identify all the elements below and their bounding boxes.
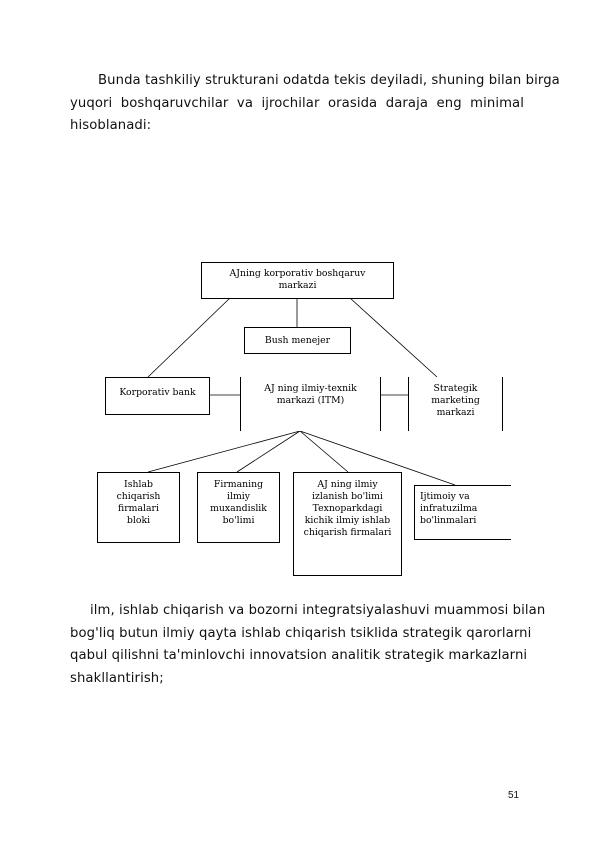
body-line-1: ilm, ishlab chiqarish va bozorni integratsiyalashuvi muammosi bilan <box>90 603 546 618</box>
body-line-4: shakllantirish; <box>70 670 164 686</box>
corporate-governance-center-label: AJning korporativ boshqaruv markazi <box>229 268 366 291</box>
strategic-marketing-center-label: Strategik marketing markazi <box>431 383 480 418</box>
body-line-2: bog'liq butun ilmiy qayta ishlab chiqarish tsiklida strategik qarorlarni <box>70 625 532 641</box>
engineering-department-label: Firmaning ilmiy muxandislik bo'limi <box>210 479 267 526</box>
research-department-label: AJ ning ilmiy izlanish bo'limi Texnoparkdagi kichik ilmiy ishlab chiqarish firmalari <box>303 479 392 538</box>
intro-line-2: yuqori boshqaruvchilar va ijrochilar orasida daraja eng minimal <box>70 95 524 111</box>
production-firms-label: Ishlab chiqarish firmalari bloki <box>116 479 161 526</box>
body-line-3: qabul qilishni ta'minlovchi innovatsion analitik strategik markazlarni <box>70 648 528 663</box>
corporate-bank-label: Korporativ bank <box>119 387 196 398</box>
social-infrastructure-label: Ijtimoiy va infratuzilma bo'linmalari <box>420 491 478 526</box>
strategic-marketing-center-box <box>408 377 503 431</box>
manager-box <box>244 327 351 354</box>
page-number: 51 <box>508 790 520 801</box>
research-department-box <box>293 472 402 576</box>
scientific-technical-center-box <box>240 377 381 431</box>
intro-line-3: hisoblanadi: <box>70 118 152 133</box>
engineering-department-box <box>197 472 280 543</box>
corporate-governance-center-box <box>201 262 394 299</box>
scientific-technical-center-label: AJ ning ilmiy-texnik markazi (ITM) <box>264 383 357 406</box>
manager-label: Bush menejer <box>264 335 331 346</box>
body-paragraph <box>70 600 546 690</box>
intro-line-1: Bunda tashkiliy strukturani odatda tekis deyiladi, shuning bilan birga <box>98 73 560 88</box>
corporate-bank-box <box>105 377 210 415</box>
production-firms-box <box>97 472 180 543</box>
social-infrastructure-box <box>414 485 511 540</box>
